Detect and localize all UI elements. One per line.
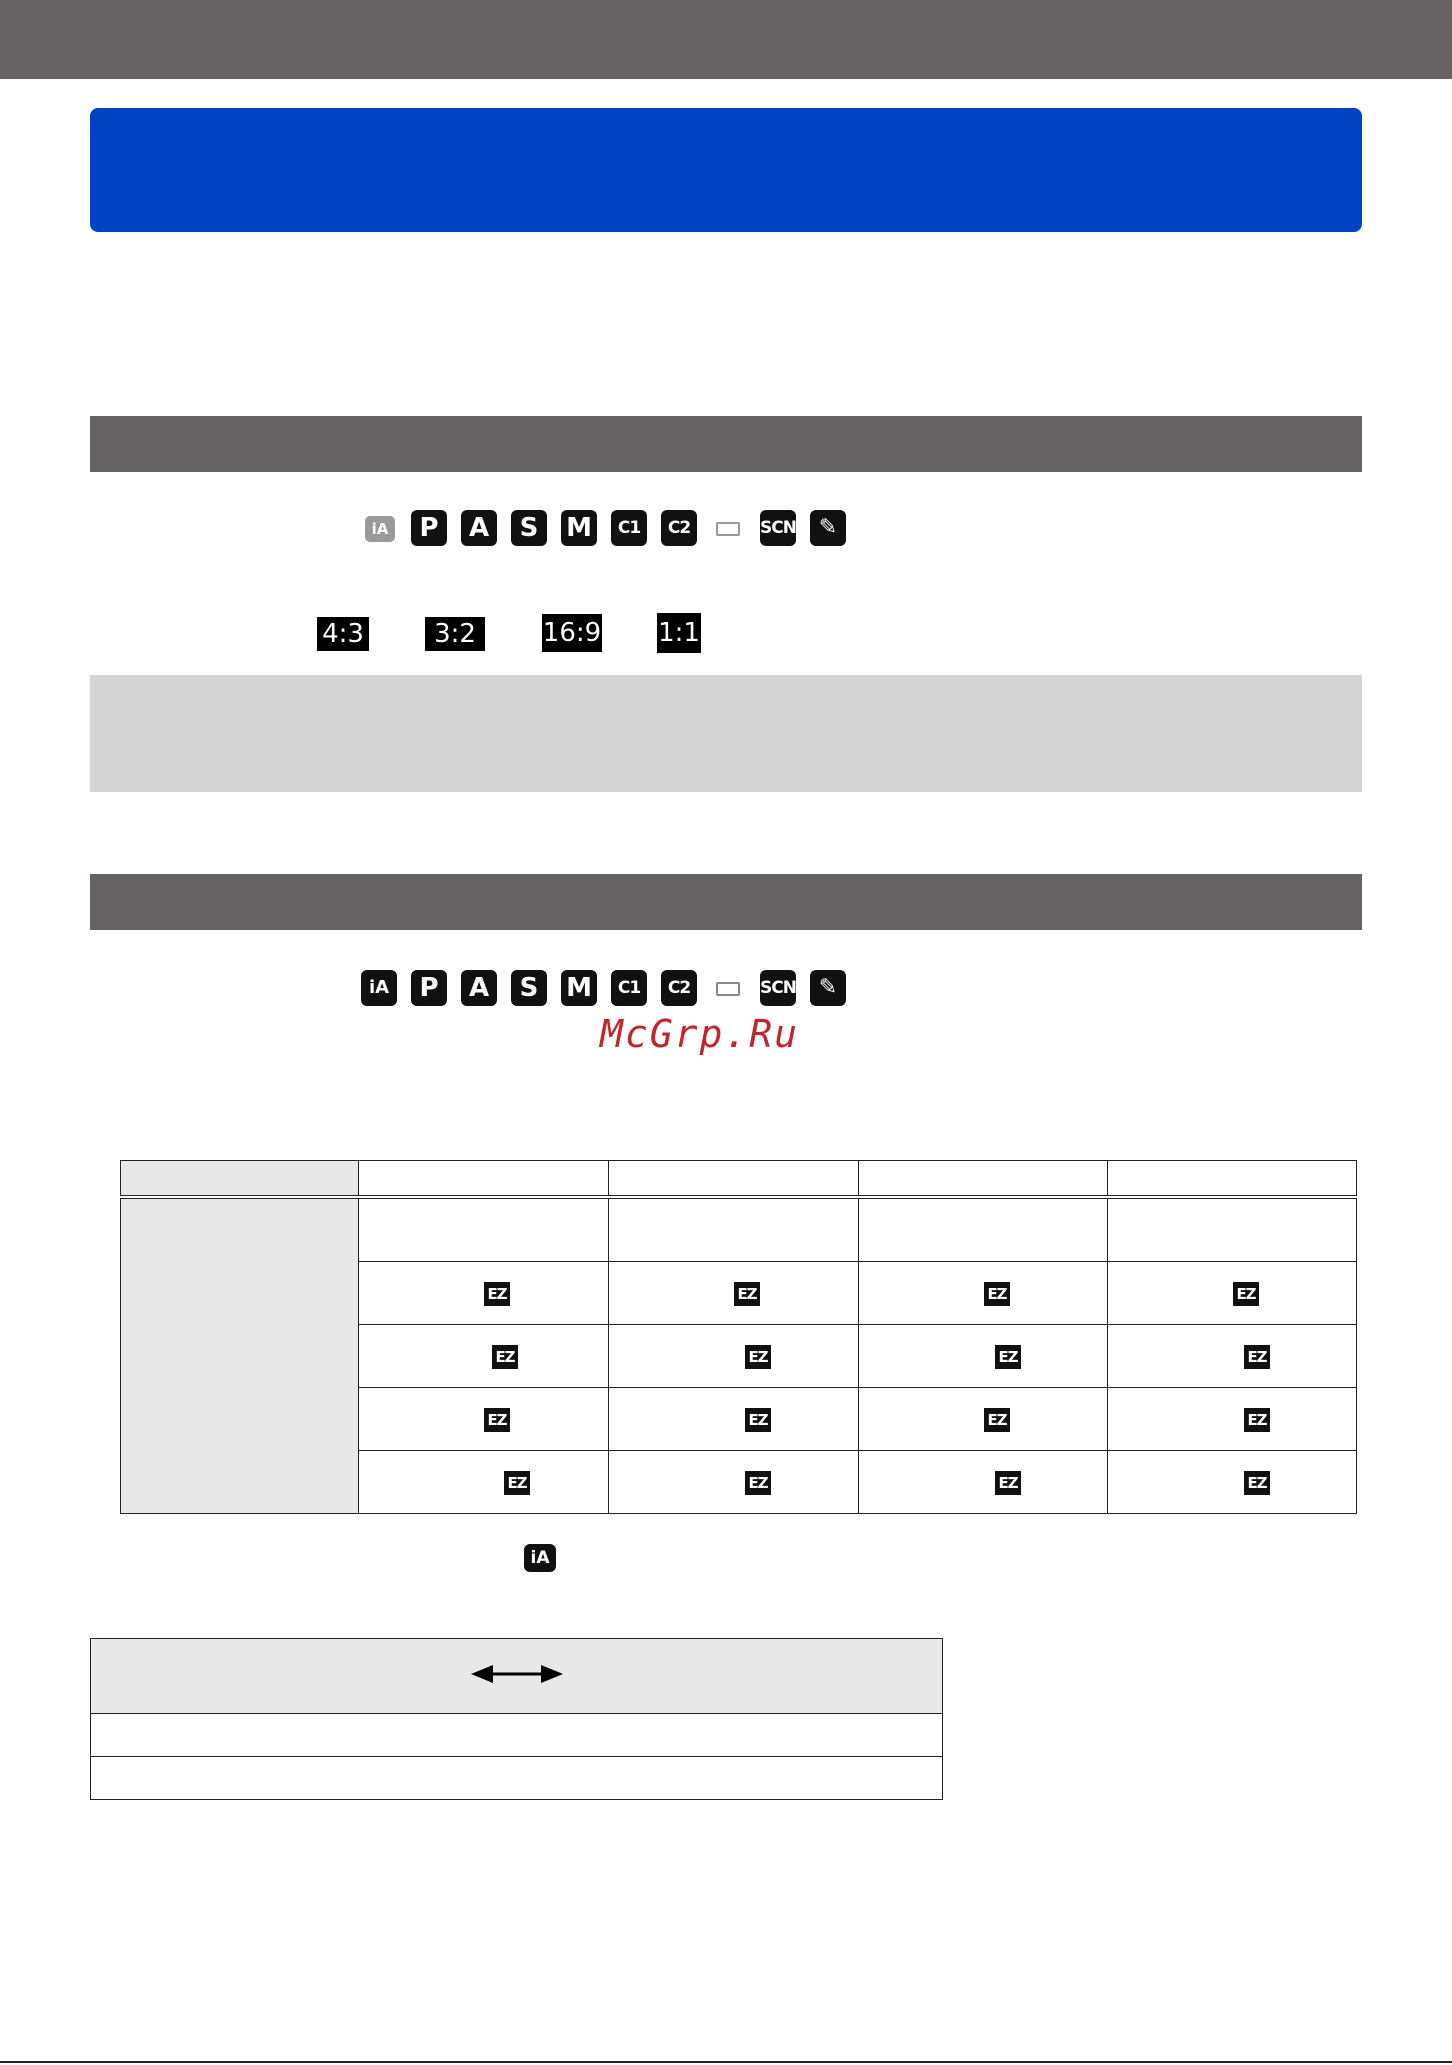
- table-cell: [359, 1388, 609, 1451]
- table-header-cell: [859, 1161, 1108, 1198]
- ez-icon: EZ: [734, 1282, 760, 1306]
- s-mode-icon: S: [511, 510, 547, 546]
- footer-rule: [0, 2061, 1452, 2063]
- a-mode-icon: A: [461, 970, 497, 1006]
- ez-icon: EZ: [984, 1408, 1010, 1432]
- ez-icon: EZ: [1244, 1345, 1270, 1369]
- table-cell: [1108, 1262, 1357, 1325]
- scn-mode-icon: SCN: [760, 510, 796, 546]
- table-header-cell: [609, 1161, 859, 1198]
- zoom-range-table: [90, 1638, 943, 1800]
- section-bar-zoom: [90, 874, 1362, 930]
- table-cell: [1108, 1325, 1357, 1388]
- table-cell: [859, 1325, 1108, 1388]
- applicable-modes-row-1: [0, 510, 1452, 550]
- aspect-4-3-icon: 4:3: [317, 617, 369, 651]
- double-arrow-icon: [471, 1661, 563, 1687]
- table-cell: [609, 1325, 859, 1388]
- a-mode-icon: A: [461, 510, 497, 546]
- table-cell: [859, 1451, 1108, 1514]
- ez-icon: EZ: [1244, 1471, 1270, 1495]
- table-cell: [359, 1325, 609, 1388]
- table-cell: [1108, 1197, 1357, 1262]
- table-cell: [91, 1714, 943, 1757]
- section-bar-aspect-ratio: [90, 416, 1362, 472]
- note-box: [90, 675, 1362, 792]
- ez-icon: EZ: [995, 1471, 1021, 1495]
- p-mode-icon: P: [411, 970, 447, 1006]
- ez-icon: EZ: [745, 1345, 771, 1369]
- aspect-1-1-icon: 1:1: [657, 613, 701, 653]
- m-mode-icon: M: [561, 510, 597, 546]
- ez-icon: EZ: [1244, 1408, 1270, 1432]
- panorama-mode-icon: [716, 982, 740, 996]
- c2-mode-icon: C2: [661, 510, 697, 546]
- table-row: [91, 1639, 943, 1714]
- table-row: [121, 1197, 1357, 1262]
- p-mode-icon: P: [411, 510, 447, 546]
- table-header-cell: [1108, 1161, 1357, 1198]
- ia-mode-icon: iA: [365, 516, 395, 542]
- table-cell: [859, 1197, 1108, 1262]
- m-mode-icon: M: [561, 970, 597, 1006]
- ez-icon: EZ: [504, 1471, 530, 1495]
- table-cell: [609, 1262, 859, 1325]
- ez-icon: EZ: [984, 1282, 1010, 1306]
- ez-icon: EZ: [484, 1408, 510, 1432]
- table-cell: [359, 1262, 609, 1325]
- table-cell: [1108, 1451, 1357, 1514]
- title-banner: [90, 108, 1362, 232]
- page-header-bar: [0, 0, 1452, 79]
- table-cell: [1108, 1388, 1357, 1451]
- ia-mode-icon: iA: [524, 1544, 556, 1572]
- c1-mode-icon: C1: [611, 970, 647, 1006]
- table-row-header: [121, 1197, 359, 1514]
- table-cell: [359, 1197, 609, 1262]
- ez-icon: EZ: [1233, 1282, 1259, 1306]
- watermark: McGrp.Ru: [600, 1012, 800, 1056]
- scn-mode-icon: SCN: [760, 970, 796, 1006]
- table-cell: [859, 1388, 1108, 1451]
- ez-icon: EZ: [745, 1408, 771, 1432]
- c1-mode-icon: C1: [611, 510, 647, 546]
- ia-mode-icon: iA: [361, 970, 397, 1006]
- s-mode-icon: S: [511, 970, 547, 1006]
- table-cell: [859, 1262, 1108, 1325]
- table-cell: [609, 1197, 859, 1262]
- table-header-cell: [121, 1161, 359, 1198]
- table-cell: [609, 1451, 859, 1514]
- table-row: [91, 1757, 943, 1800]
- ez-icon: EZ: [995, 1345, 1021, 1369]
- table-header-cell: [359, 1161, 609, 1198]
- aspect-3-2-icon: 3:2: [425, 617, 485, 651]
- ez-icon: EZ: [484, 1282, 510, 1306]
- ez-icon: EZ: [745, 1471, 771, 1495]
- table-cell: [609, 1388, 859, 1451]
- applicable-modes-row-2: [0, 970, 1452, 1010]
- ez-icon: EZ: [492, 1345, 518, 1369]
- table-row: [121, 1161, 1357, 1198]
- zoom-table: [120, 1160, 1357, 1514]
- table-cell: [91, 1757, 943, 1800]
- table-cell: [359, 1451, 609, 1514]
- table-row: [91, 1714, 943, 1757]
- c2-mode-icon: C2: [661, 970, 697, 1006]
- creative-mode-icon: ✎: [810, 970, 846, 1006]
- table-header-cell: [91, 1639, 943, 1714]
- aspect-16-9-icon: 16:9: [542, 614, 602, 652]
- panorama-mode-icon: [716, 522, 740, 536]
- creative-mode-icon: ✎: [810, 510, 846, 546]
